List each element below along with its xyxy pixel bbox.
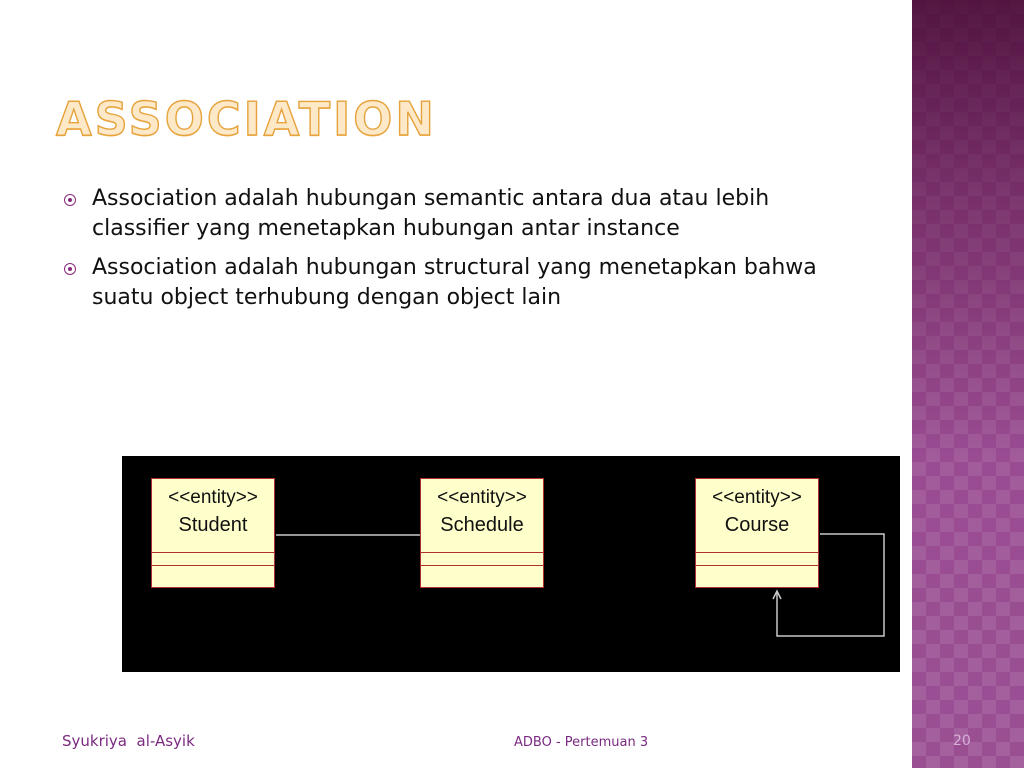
class-stereotype: <<entity>>	[168, 487, 258, 508]
page-number: 20	[953, 733, 971, 749]
class-box-course	[695, 478, 819, 588]
class-attributes	[696, 553, 818, 566]
bullet-line: suatu object terhubung dengan object lain	[92, 285, 562, 310]
class-box-schedule	[420, 478, 544, 588]
class-name: Schedule	[440, 514, 524, 536]
slide-title: ASSOCIATION	[56, 92, 437, 146]
class-attributes	[421, 553, 543, 566]
bullet-item	[62, 253, 912, 313]
class-box-student	[151, 478, 275, 588]
class-attributes	[152, 553, 274, 566]
bullet-item	[62, 184, 912, 244]
class-name: Student	[178, 514, 248, 536]
footer-course: ADBO - Pertemuan 3	[514, 735, 649, 750]
bullet-line: classifier yang menetapkan hubungan antar instance	[92, 216, 680, 241]
bullet-list	[62, 184, 912, 322]
class-stereotype: <<entity>>	[437, 487, 527, 508]
footer-author: Syukriya al-Asyik	[62, 732, 195, 750]
decorative-side-band	[912, 0, 1024, 768]
bullet-line: Association adalah hubungan structural yang menetapkan bahwa	[92, 255, 817, 280]
class-name: Course	[724, 514, 790, 536]
uml-class-diagram	[122, 456, 900, 672]
class-stereotype: <<entity>>	[712, 487, 802, 508]
bullet-line: Association adalah hubungan semantic antara dua atau lebih	[92, 186, 770, 211]
bullet-circle-icon	[64, 194, 76, 206]
bullet-circle-icon	[64, 263, 76, 275]
